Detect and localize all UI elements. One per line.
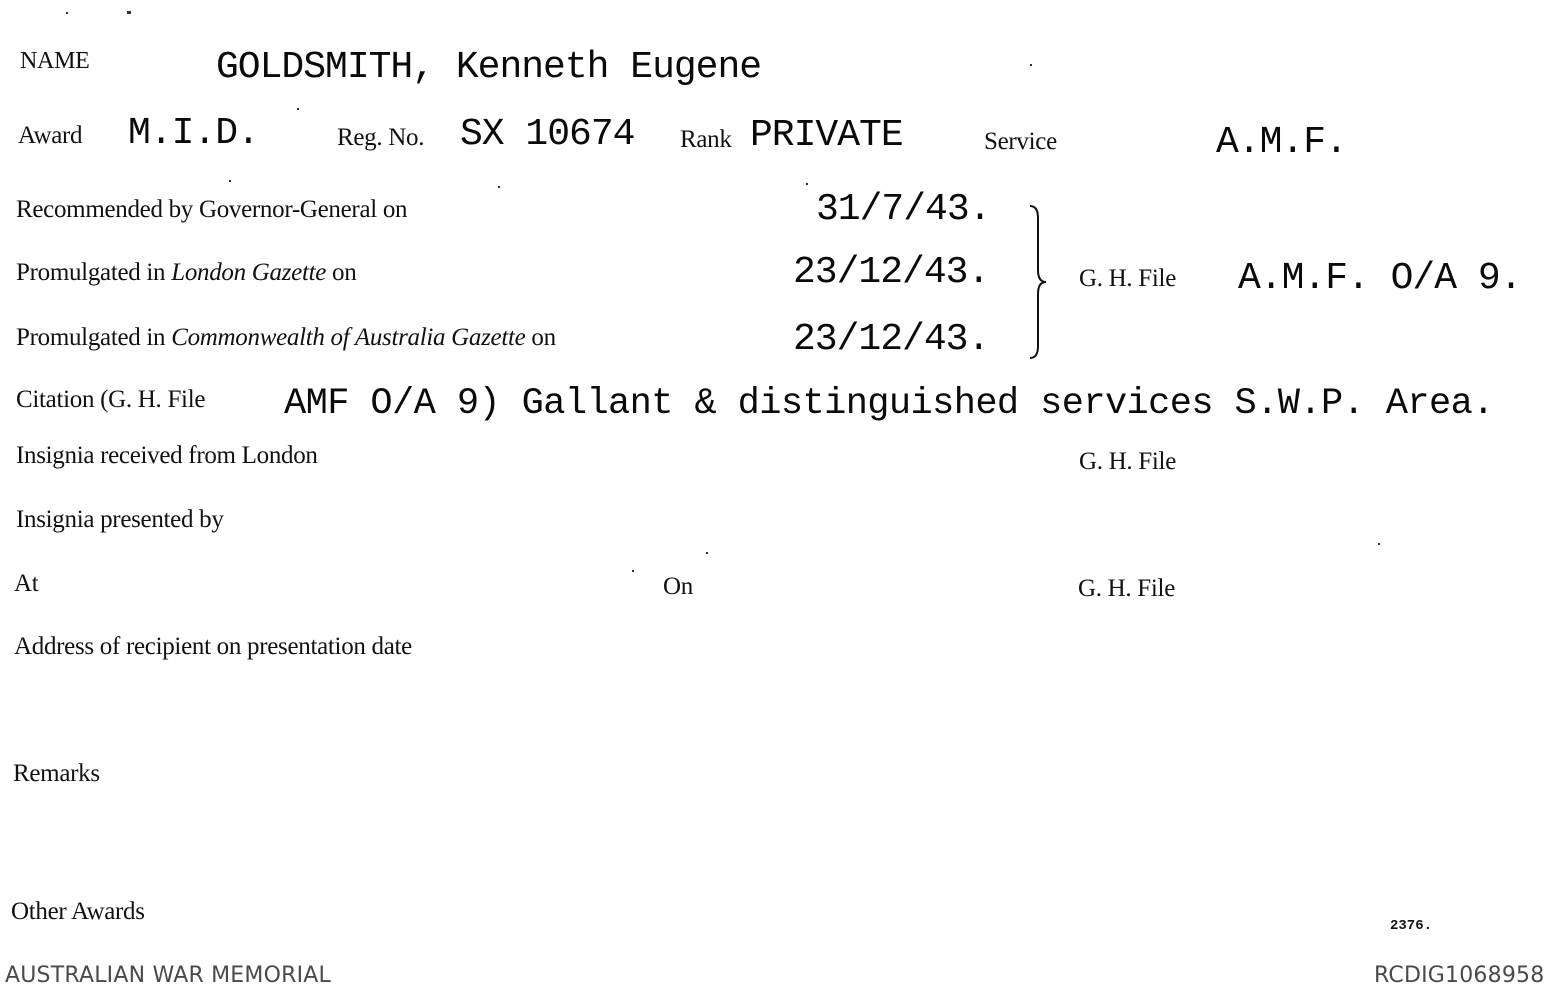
scan-speck (127, 11, 131, 14)
recommended-date: 31/7/43. (816, 188, 991, 231)
name-value: GOLDSMITH, Kenneth Eugene (216, 46, 762, 89)
card-number: 2376. (1390, 918, 1433, 934)
insignia-presented-label: Insignia presented by (16, 506, 224, 533)
award-value: M.I.D. (128, 112, 259, 155)
gh-file-label: G. H. File (1079, 265, 1177, 292)
scan-speck (229, 180, 231, 182)
commonwealth-gazette-date: 23/12/43. (793, 318, 990, 361)
rank-value: PRIVATE (750, 114, 903, 157)
london-gazette-date: 23/12/43. (793, 251, 990, 294)
insignia-received-label: Insignia received from London (16, 442, 318, 469)
citation-label: Citation (G. H. File (16, 386, 206, 413)
commonwealth-gazette-label: Promulgated in Commonwealth of Australia Gazette on (16, 324, 556, 351)
scan-speck (706, 552, 708, 554)
scan-speck (1030, 64, 1032, 66)
name-label: NAME (20, 48, 90, 74)
service-value: A.M.F. (1216, 121, 1347, 164)
watermark-left: AUSTRALIAN WAR MEMORIAL (5, 963, 331, 988)
address-label: Address of recipient on presentation date (14, 633, 412, 660)
at-gh-file-label: G. H. File (1078, 575, 1176, 602)
scan-speck (1378, 543, 1380, 545)
regno-label: Reg. No. (337, 124, 425, 151)
scan-speck (66, 12, 68, 14)
recommended-label: Recommended by Governor-General on (16, 196, 408, 223)
rank-label: Rank (680, 126, 732, 153)
gh-file-value: A.M.F. O/A 9. (1238, 257, 1522, 300)
service-label: Service (984, 128, 1057, 155)
citation-value: AMF O/A 9) Gallant & distinguished services S.W.P. Area. (284, 383, 1494, 425)
london-gazette-label: Promulgated in London Gazette on (16, 259, 357, 286)
watermark-right: RCDIG1068958 (1374, 963, 1545, 988)
remarks-label: Remarks (13, 760, 100, 787)
award-label: Award (18, 122, 83, 149)
brace-icon (1026, 204, 1050, 360)
insignia-received-gh-label: G. H. File (1079, 448, 1177, 475)
scan-speck (297, 108, 299, 110)
scan-speck (806, 183, 808, 185)
scan-speck (498, 186, 500, 188)
on-label: On (663, 573, 693, 600)
regno-value: SX 10674 (460, 113, 635, 156)
at-label: At (14, 570, 39, 597)
scan-speck (632, 570, 634, 572)
other-awards-label: Other Awards (11, 898, 145, 925)
